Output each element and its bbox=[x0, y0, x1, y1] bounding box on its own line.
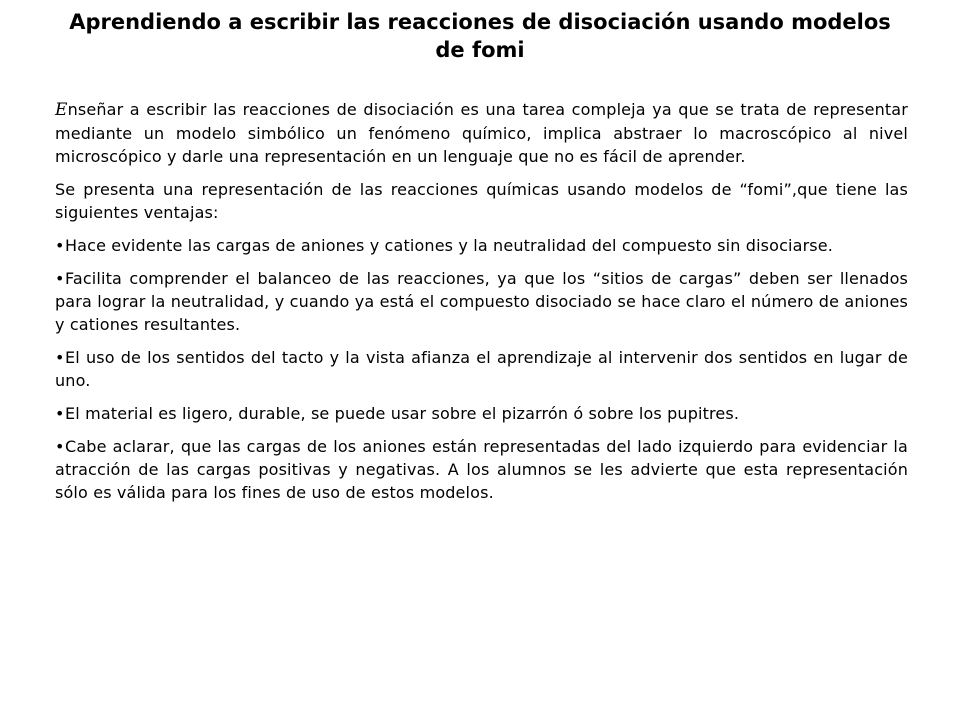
intro-initial-letter: E bbox=[55, 100, 68, 120]
bullet-icon: • bbox=[55, 236, 65, 255]
bullet-text: Facilita comprender el balanceo de las reacciones, ya que los “sitios de cargas” deben ser llenados para lograr la neutralidad, y cuando ya está el compuesto disociado se hace claro el número de aniones y cationes resultantes. bbox=[55, 269, 908, 334]
slide-body bbox=[55, 98, 908, 514]
bullet-item bbox=[55, 346, 908, 392]
bullet-text: El uso de los sentidos del tacto y la vista afianza el aprendizaje al intervenir dos sentidos en lugar de uno. bbox=[55, 348, 908, 390]
intro-text: nseñar a escribir las reacciones de disociación es una tarea compleja ya que se trata de representar mediante un modelo simbólico un fenómeno químico, implica abstraer lo macroscópico al nivel microscópico y darle una representación en un lenguaje que no es fácil de aprender. bbox=[55, 100, 908, 166]
bullet-item bbox=[55, 435, 908, 504]
intro-paragraph bbox=[55, 98, 908, 168]
bullet-icon: • bbox=[55, 437, 65, 456]
bullet-icon: • bbox=[55, 404, 65, 423]
bullet-item bbox=[55, 267, 908, 336]
bullet-text: Cabe aclarar, que las cargas de los aniones están representadas del lado izquierdo para evidenciar la atracción de las cargas positivas y negativas. A los alumnos se les advierte que esta representación sólo es válida para los fines de uso de estos modelos. bbox=[55, 437, 908, 502]
bullet-text: El material es ligero, durable, se puede usar sobre el pizarrón ó sobre los pupitres. bbox=[65, 404, 740, 423]
bullet-text: Hace evidente las cargas de aniones y cationes y la neutralidad del compuesto sin disociarse. bbox=[65, 236, 834, 255]
bullet-item bbox=[55, 402, 908, 425]
advantages-intro-paragraph: Se presenta una representación de las reacciones químicas usando modelos de “fomi”,que tiene las siguientes ventajas: bbox=[55, 180, 908, 222]
bullet-item bbox=[55, 234, 908, 257]
bullet-icon: • bbox=[55, 348, 65, 367]
bullet-icon: • bbox=[55, 269, 65, 288]
page-title: Aprendiendo a escribir las reacciones de disociación usando modelos de fomi bbox=[69, 10, 891, 62]
